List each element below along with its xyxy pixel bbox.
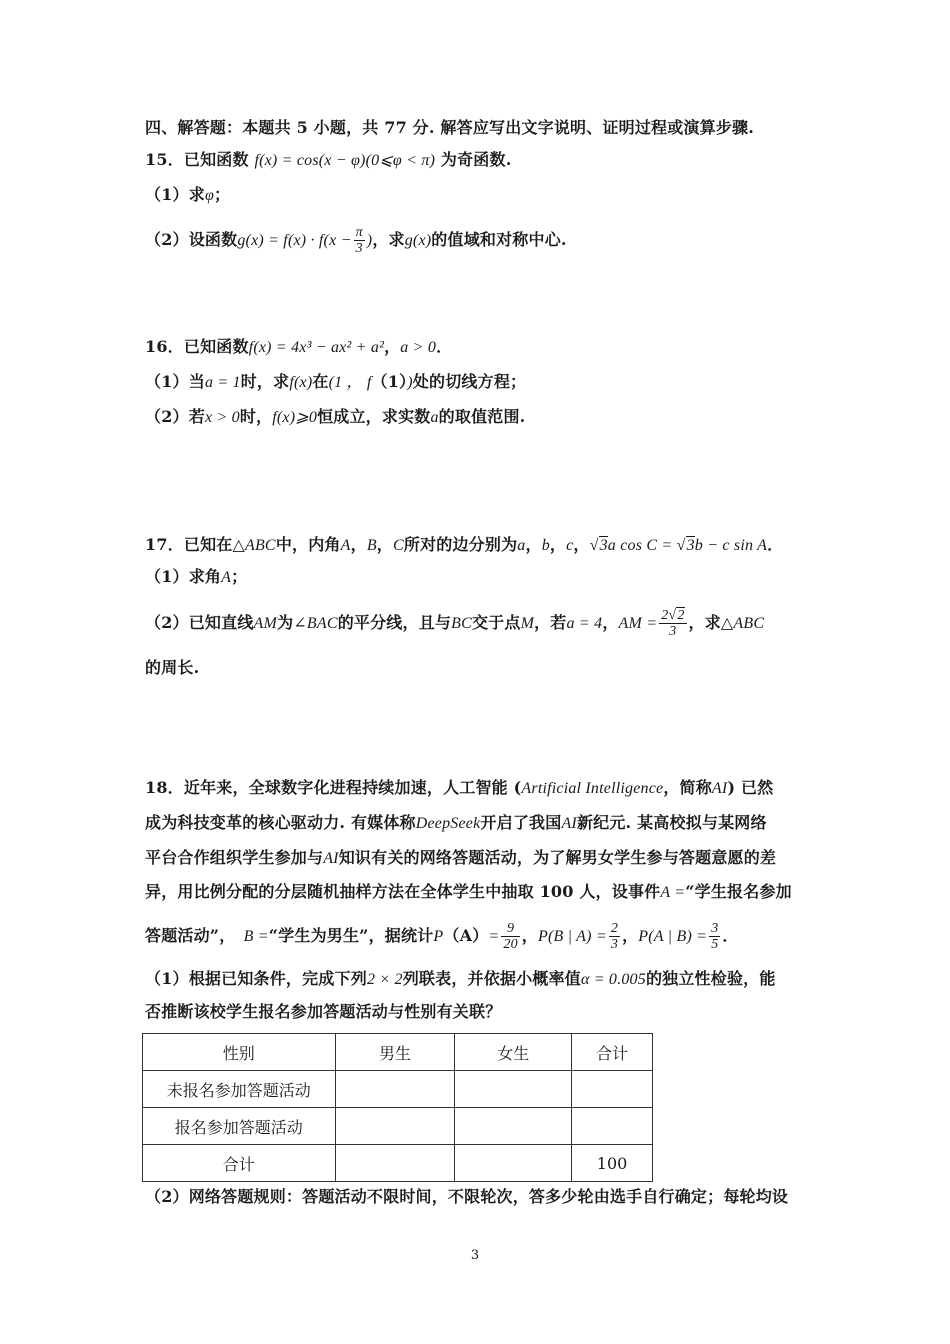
- q16-always: 恒成立，求实数: [317, 407, 431, 426]
- q15-part2-label: （2）设函数: [145, 230, 238, 249]
- q16-part2: [145, 406, 810, 429]
- q17-if: ，若: [534, 613, 567, 632]
- q18-line1: [145, 777, 810, 800]
- q15-g-def-end: ): [366, 232, 373, 249]
- q17-frac-num-coef: 2√: [661, 608, 677, 623]
- q15-number: 15．: [145, 150, 184, 169]
- table-row: [143, 1108, 653, 1145]
- q16-when: 时，: [239, 407, 273, 426]
- q17-am-fraction: [659, 608, 686, 639]
- q17-part1-var: A: [221, 569, 232, 586]
- q18-ai-3: AI: [323, 850, 339, 867]
- q15-stem-text: 已知函数: [183, 150, 255, 169]
- q17-sep4: ，: [549, 535, 567, 554]
- q18-part1-line1: [145, 968, 810, 991]
- table-cell: [335, 1071, 455, 1108]
- q18-l2-text: 成为科技变革的核心驱动力. 有媒体称: [145, 813, 416, 832]
- q18-frac-9-20: [501, 921, 519, 952]
- q17-stem-text: 已知在△: [183, 535, 245, 554]
- q17-equation: [590, 536, 767, 554]
- q18-P: P: [433, 928, 444, 945]
- q18-l5-mid: “学生为男生”，据统计: [268, 926, 434, 945]
- q15-part1-var: φ: [204, 187, 214, 204]
- q18-part1-line2: 否推断该校学生报名参加答题活动与性别有关联？: [145, 1002, 502, 1021]
- q17-triangle: ABC: [733, 615, 765, 632]
- q18-l3-end: 知识有关的网络答题活动，为了解男女学生参与答题意愿的差: [338, 848, 777, 867]
- q17-a: a: [517, 537, 526, 554]
- q16-fx: f(x): [289, 374, 313, 391]
- q18-f1-num: 9: [501, 921, 519, 937]
- q16-part2-label: （2）若: [145, 407, 205, 426]
- q17-sqrt-sign-1: √: [589, 537, 599, 554]
- q18-ai: AI: [711, 780, 728, 797]
- q16-stem-text: 已知函数: [183, 337, 249, 356]
- table-cell: [335, 1145, 455, 1182]
- table-cell: [455, 1145, 572, 1182]
- table-total-row: [143, 1145, 653, 1182]
- table-row-label: 合计: [143, 1145, 336, 1182]
- q18-frac-3-5: [709, 921, 720, 952]
- q18-ai-en: Artificial Intelligence: [521, 780, 664, 797]
- q18-line4: [145, 881, 810, 904]
- q18-part2: （2）网络答题规则：答题活动不限时间，不限轮次，答多少轮由选手自行确定；每轮均设: [145, 1187, 789, 1206]
- q17-b: b: [541, 537, 550, 554]
- q16-stem: [145, 336, 810, 359]
- q18-p1-mid: 列联表，并依据小概率值: [402, 969, 581, 988]
- q18-l5-text: 答题活动”，: [145, 926, 228, 945]
- table-cell: [455, 1108, 572, 1145]
- contingency-table: [142, 1033, 653, 1182]
- q17-frac-num: [659, 608, 686, 624]
- q17-part2-cont: 的周长.: [145, 658, 200, 677]
- q16-part1: [145, 371, 810, 394]
- q17-part1-end: ；: [231, 567, 248, 586]
- q16-end: ．: [436, 337, 453, 356]
- q17-meets: 交于点: [471, 613, 521, 632]
- table-header-cell: 女生: [455, 1034, 572, 1071]
- q17-A: A: [340, 537, 351, 554]
- q17-sep6: ，: [602, 613, 619, 632]
- q17-number: 17．: [145, 535, 184, 554]
- q18-line5: [145, 916, 810, 957]
- q18-PBA: P(B | A) =: [538, 928, 607, 945]
- q17-sqrt-arg-1: 3: [599, 537, 608, 554]
- q18-l1-text: 近年来，全球数字化进程持续加速，人工智能 (: [183, 778, 522, 797]
- q16-point-arg: （1）: [371, 372, 408, 391]
- q15-stem-end: 为奇函数.: [435, 150, 512, 169]
- q17-sides: 所对的边分别为: [403, 535, 518, 554]
- q17-angles: 中，内角: [275, 535, 341, 554]
- table-header-row: [143, 1034, 653, 1071]
- table-grand-total: 100: [572, 1145, 653, 1182]
- q18-f3-num: 3: [711, 921, 719, 936]
- q18-eq1: =: [488, 928, 500, 945]
- q17-find: ，求△: [688, 613, 734, 632]
- table-row-label: 报名参加答题活动: [143, 1108, 336, 1145]
- q17-part1-label: （1）求角: [145, 567, 222, 586]
- q18-l2-mid: 开启了我国: [480, 813, 562, 832]
- q18-l1-end: ) 已然: [727, 778, 774, 797]
- section-heading: 四、解答题：本题共 5 小题，共 77 分. 解答应写出文字说明、证明过程或演算步骤.: [145, 118, 754, 137]
- q15-stem: [145, 149, 810, 172]
- q18-alpha: α = 0.005: [580, 971, 646, 988]
- q18-l5-end: ．: [722, 926, 739, 945]
- table-cell: [335, 1108, 455, 1145]
- q15-frac-den: 3: [355, 241, 363, 256]
- q17-M: M: [520, 615, 535, 632]
- q18-PAB: P(A | B) =: [638, 928, 708, 945]
- q16-a: a: [430, 409, 439, 426]
- q18-event-A: A =: [660, 884, 686, 901]
- q15-g: g(x): [404, 232, 432, 249]
- q17-sqrt-arg-2: 3: [686, 537, 695, 554]
- q17-sep3: ，: [525, 535, 542, 554]
- q18-f3-den: 5: [711, 937, 719, 952]
- q17-part1: [145, 566, 810, 589]
- q17-B: B: [366, 537, 377, 554]
- q17-part2-label: （2）已知直线: [145, 613, 254, 632]
- q17-c: c: [566, 537, 574, 554]
- q17-sqrt-sign-2: √: [676, 537, 686, 554]
- q15-frac-num: π: [355, 225, 363, 240]
- q18-f1-den: 20: [503, 937, 518, 952]
- q18-p1-label: （1）根据已知条件，完成下列: [145, 969, 367, 988]
- q16-x-pos: x > 0: [204, 409, 240, 426]
- q17-bisector: 的平分线，且与: [337, 613, 452, 632]
- q16-sep: ，: [384, 337, 401, 356]
- table-row-label: 未报名参加答题活动: [143, 1071, 336, 1108]
- q17-part2: [145, 604, 810, 643]
- q18-p1-end: 的独立性检验，能: [645, 969, 776, 988]
- q15-pi-over-3: [354, 225, 365, 256]
- table-cell: [455, 1071, 572, 1108]
- q18-l2-end: 新纪元. 某高校拟与某网络: [576, 813, 767, 832]
- q15-part1-label: （1）求: [145, 185, 205, 204]
- q17-abc: ABC: [244, 537, 276, 554]
- q18-2x2: 2 × 2: [366, 971, 403, 988]
- table-cell: [572, 1108, 653, 1145]
- q15-function: f(x) = cos(x − φ)(0⩽φ < π): [254, 152, 436, 169]
- q17-frac-num-sqrt: 2: [677, 608, 685, 623]
- page-number: 3: [470, 1248, 480, 1263]
- q17-sep2: ，: [376, 535, 393, 554]
- q18-line3: [145, 847, 810, 870]
- q16-part1-end: 处的切线方程；: [412, 372, 527, 391]
- q18-l4-text: 异，用比例分配的分层随机抽样方法在全体学生中抽取 100 人，设事件: [145, 882, 661, 901]
- table-row: [143, 1071, 653, 1108]
- q18-ai-2: AI: [561, 815, 577, 832]
- q17-BC: BC: [451, 615, 472, 632]
- q18-f2-den: 3: [610, 937, 619, 952]
- q16-ineq: f(x)⩾0: [272, 409, 318, 426]
- q17-stem-end: ．: [767, 535, 784, 554]
- q18-deepseek: DeepSeek: [415, 815, 481, 832]
- q15-part2: [145, 222, 810, 259]
- q16-function: f(x) = 4x³ − ax² + a²: [248, 339, 385, 356]
- q17-AM: AM: [253, 615, 278, 632]
- q15-part2-end: 的值域和对称中心.: [431, 230, 567, 249]
- q15-part1-end: ；: [214, 185, 231, 204]
- q17-sep5: ，: [573, 535, 590, 554]
- q16-number: 16．: [145, 337, 184, 356]
- q17-eq-left: a cos C =: [607, 537, 673, 554]
- q18-f2-num: 2: [610, 921, 619, 936]
- q17-AM-eq: AM =: [618, 615, 658, 632]
- q15-part2-ask: ，求: [372, 230, 405, 249]
- q18-frac-2-3: [609, 921, 620, 952]
- q16-part1-label: （1）当: [145, 372, 205, 391]
- q18-number: 18．: [145, 778, 184, 797]
- q17-is: 为: [277, 613, 294, 632]
- q18-line2: [145, 812, 810, 835]
- q15-g-def: g(x) = f(x) · f(x −: [237, 232, 352, 249]
- q18-l1-abbr: ，简称: [663, 778, 712, 797]
- q16-at: 在: [312, 372, 329, 391]
- q18-l4-end: “学生报名参加: [685, 882, 792, 901]
- table-header-cell: 合计: [572, 1034, 653, 1071]
- q18-sep1: ，: [521, 926, 538, 945]
- q17-C: C: [393, 537, 404, 554]
- q16-part1-when: 时，求: [240, 372, 290, 391]
- q17-sep1: ，: [350, 535, 367, 554]
- q16-point-end: ): [407, 374, 413, 391]
- q16-a-eq-1: a = 1: [204, 374, 241, 391]
- q17-eq-right: b − c sin A: [694, 537, 768, 554]
- table-header-cell: 性别: [143, 1034, 336, 1071]
- q18-l3-text: 平台合作组织学生参加与: [145, 848, 324, 867]
- q18-sep2: ，: [622, 926, 639, 945]
- table-cell: [572, 1071, 653, 1108]
- q17-a-eq-4: a = 4: [566, 615, 603, 632]
- q16-point: (1 ， f: [328, 374, 372, 391]
- q17-frac-den: 3: [669, 624, 677, 639]
- q16-condition: a > 0: [400, 339, 437, 356]
- q16-part2-end: 的取值范围.: [438, 407, 526, 426]
- q15-part1: [145, 184, 810, 207]
- table-header-cell: 男生: [335, 1034, 455, 1071]
- q18-P-arg: （A）: [443, 926, 489, 945]
- q17-angle-BAC: ∠BAC: [293, 615, 338, 632]
- q18-event-B: B =: [243, 928, 269, 945]
- q17-stem: [145, 534, 810, 557]
